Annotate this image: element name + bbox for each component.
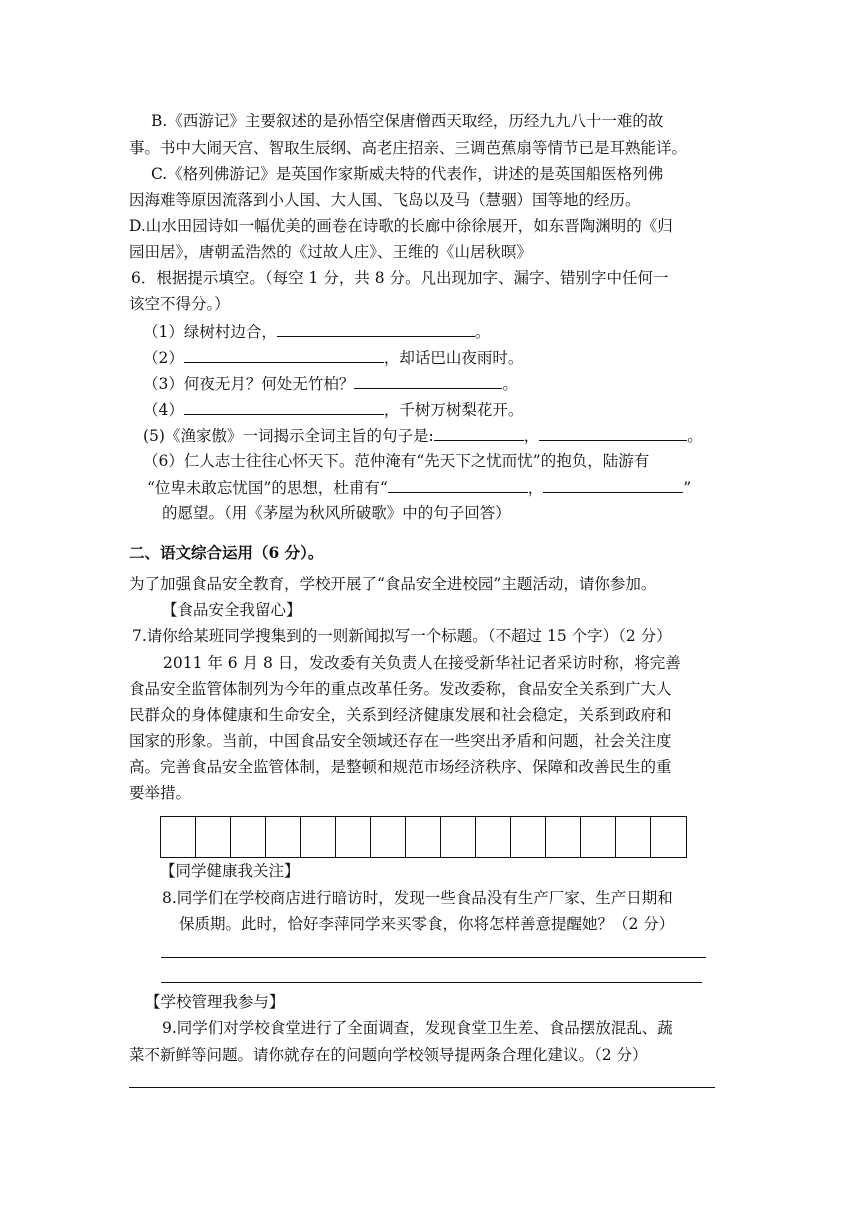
title-answer-box[interactable] (371, 817, 406, 857)
title-answer-box[interactable] (406, 817, 441, 857)
part2-heading: 【同学健康我关注】 (160, 862, 300, 880)
q6-item1: （1）绿树村边合， 。 (143, 320, 490, 343)
title-answer-box[interactable] (651, 817, 686, 857)
part3-heading: 【学校管理我参与】 (145, 993, 285, 1011)
q6-item5-blank-a[interactable] (434, 424, 524, 441)
q8-answer-line-2[interactable] (161, 982, 702, 983)
title-answer-box[interactable] (511, 817, 546, 857)
q6-item3: （3）何夜无月？何处无竹柏？ 。 (143, 372, 518, 395)
q6-item2-blank[interactable] (184, 346, 384, 363)
news-line1: 2011 年 6 月 8 日，发改委有关负责人在接受新华社记者采访时称，将完善 (163, 654, 681, 672)
q6-item5: (5)《渔家傲》一词揭示全词主旨的句子是: ， 。 (143, 424, 703, 447)
option-c-line2: 因海难等原因流落到小人国、大人国、飞岛以及马（慧骃）国等地的经历。 (129, 191, 641, 209)
q9-answer-line[interactable] (129, 1087, 715, 1088)
news-line5: 高。完善食品安全监管体制，是整顿和规范市场经济秩序、保障和改善民生的重 (129, 758, 672, 776)
q8-prompt-line1: 8.同学们在学校商店进行暗访时，发现一些食品没有生产厂家、生产日期和 (162, 889, 673, 907)
option-b-line2: 事。书中大闹天宫、智取生辰纲、高老庄招亲、三调芭蕉扇等情节已是耳熟能详。 (129, 139, 688, 157)
title-answer-box[interactable] (231, 817, 266, 857)
q6-item5-blank-b[interactable] (539, 424, 687, 441)
q6-prompt-line2: 该空不得分。） (129, 295, 230, 313)
q6-item6-blank-a[interactable] (388, 476, 528, 493)
title-answer-box[interactable] (196, 817, 231, 857)
title-answer-box[interactable] (616, 817, 651, 857)
option-d-line2: 园田居》，唐朝孟浩然的《过故人庄》、王维的《山居秋暝》 (129, 243, 533, 261)
title-answer-grid[interactable] (160, 816, 687, 858)
option-c-line1: C.《格列佛游记》是英国作家斯威夫特的代表作，讲述的是英国船医格列佛 (151, 165, 664, 183)
q6-item3-blank[interactable] (354, 372, 502, 389)
section2-title: 二、语文综合运用（6 分）。 (129, 543, 324, 562)
option-b-line1: B.《西游记》主要叙述的是孙悟空保唐僧西天取经，历经九九八十一难的故 (151, 112, 664, 130)
title-answer-box[interactable] (581, 817, 616, 857)
news-line4: 国家的形象。当前，中国食品安全领域还存在一些突出矛盾和问题，社会关注度 (129, 732, 672, 750)
q6-item6-line1: （6）仁人志士往往心怀天下。范仲淹有“先天下之忧而忧”的抱负，陆游有 (143, 452, 650, 470)
q6-item6-blank-b[interactable] (543, 476, 683, 493)
q6-item4: （4） ，千树万树梨花开。 (143, 398, 523, 421)
title-answer-box[interactable] (161, 817, 196, 857)
q9-prompt-line1: 9.同学们对学校食堂进行了全面调查，发现食堂卫生差、食品摆放混乱、蔬 (162, 1019, 673, 1037)
q6-item6-line2: “位卑未敢忘忧国”的思想，杜甫有“ ， ” (147, 476, 691, 499)
option-d-line1: D.山水田园诗如一幅优美的画卷在诗歌的长廊中徐徐展开，如东晋陶渊明的《归 (129, 217, 673, 235)
title-answer-box[interactable] (301, 817, 336, 857)
section2-intro: 为了加强食品安全教育，学校开展了“食品安全进校园”主题活动，请你参加。 (129, 575, 657, 593)
news-line2: 食品安全监管体制列为今年的重点改革任务。发改委称，食品安全关系到广大人 (129, 680, 672, 698)
q9-prompt-line2: 菜不新鲜等问题。请你就存在的问题向学校领导提两条合理化建议。（2 分） (129, 1046, 648, 1064)
q6-prompt-line1: 6．根据提示填空。（每空 1 分，共 8 分。凡出现加字、漏字、错别字中任何一 (131, 269, 669, 287)
title-answer-box[interactable] (441, 817, 476, 857)
q8-answer-line-1[interactable] (161, 957, 706, 958)
news-line3: 民群众的身体健康和生命安全，关系到经济健康发展和社会稳定，关系到政府和 (129, 706, 672, 724)
q6-item1-blank[interactable] (277, 320, 475, 337)
q7-prompt: 7.请你给某班同学搜集到的一则新闻拟写一个标题。（不超过 15 个字）（2 分） (132, 627, 672, 645)
title-answer-box[interactable] (336, 817, 371, 857)
title-answer-box[interactable] (546, 817, 581, 857)
title-answer-box[interactable] (266, 817, 301, 857)
q6-item6-line3: 的愿望。（用《茅屋为秋风所破歌》中的句子回答） (162, 504, 511, 522)
part1-heading: 【食品安全我留心】 (162, 601, 302, 619)
q6-item2: （2） ，却话巴山夜雨时。 (143, 346, 523, 369)
title-answer-box[interactable] (476, 817, 511, 857)
news-line6: 要举措。 (129, 784, 192, 802)
q6-item4-blank[interactable] (184, 398, 384, 415)
q8-prompt-line2: 保质期。此时，恰好李萍同学来买零食，你将怎样善意提醒她？（2 分） (179, 915, 675, 933)
